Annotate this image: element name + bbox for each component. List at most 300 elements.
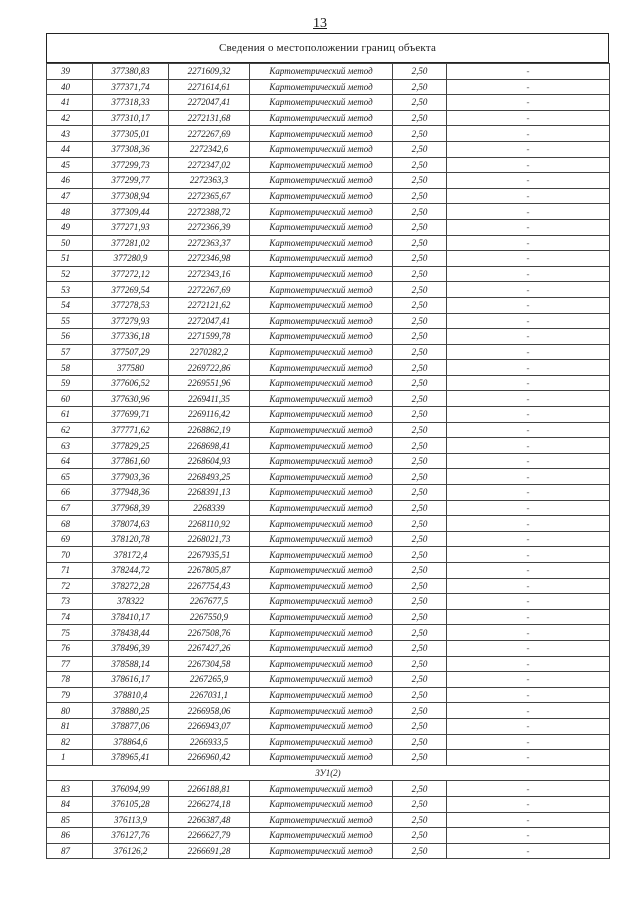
method-cell: Картометрический метод [250, 796, 393, 812]
accuracy-cell: 2,50 [393, 718, 447, 734]
y-coordinate-cell: 2267754,43 [169, 578, 250, 594]
page-number: 13 [313, 16, 327, 31]
point-number-cell: 70 [47, 547, 93, 563]
table-row [47, 594, 610, 610]
y-coordinate-cell: 2272047,41 [169, 313, 250, 329]
y-coordinate-cell: 2270282,2 [169, 344, 250, 360]
point-number-cell: 57 [47, 344, 93, 360]
y-coordinate-cell: 2269116,42 [169, 407, 250, 423]
y-coordinate-cell: 2268493,25 [169, 469, 250, 485]
table-row [47, 157, 610, 173]
description-cell: - [447, 703, 610, 719]
description-cell: - [447, 485, 610, 501]
table-row [47, 578, 610, 594]
method-cell: Картометрический метод [250, 157, 393, 173]
y-coordinate-cell: 2272343,16 [169, 266, 250, 282]
point-number-cell: 76 [47, 640, 93, 656]
x-coordinate-cell: 377829,25 [93, 438, 169, 454]
accuracy-cell: 2,50 [393, 219, 447, 235]
table-row [47, 313, 610, 329]
point-number-cell: 84 [47, 796, 93, 812]
table-row [47, 656, 610, 672]
table-row [47, 407, 610, 423]
x-coordinate-cell: 378410,17 [93, 609, 169, 625]
y-coordinate-cell: 2266188,81 [169, 781, 250, 797]
y-coordinate-cell: 2266943,07 [169, 718, 250, 734]
y-coordinate-cell: 2267935,51 [169, 547, 250, 563]
table-row [47, 173, 610, 189]
x-coordinate-cell: 378074,63 [93, 516, 169, 532]
y-coordinate-cell: 2268110,92 [169, 516, 250, 532]
table-row [47, 703, 610, 719]
method-cell: Картометрический метод [250, 485, 393, 501]
table-row [47, 718, 610, 734]
x-coordinate-cell: 377699,71 [93, 407, 169, 423]
table-row [47, 126, 610, 142]
subsection-label: ЗУ1(2) [47, 765, 610, 781]
description-cell: - [447, 126, 610, 142]
y-coordinate-cell: 2269411,35 [169, 391, 250, 407]
method-cell: Картометрический метод [250, 781, 393, 797]
table-row [47, 110, 610, 126]
point-number-cell: 69 [47, 531, 93, 547]
point-number-cell: 45 [47, 157, 93, 173]
description-cell: - [447, 656, 610, 672]
table-row [47, 828, 610, 844]
description-cell: - [447, 79, 610, 95]
table-row [47, 422, 610, 438]
table-row [47, 235, 610, 251]
x-coordinate-cell: 376113,9 [93, 812, 169, 828]
x-coordinate-cell: 377507,29 [93, 344, 169, 360]
accuracy-cell: 2,50 [393, 547, 447, 563]
table-row [47, 438, 610, 454]
method-cell: Картометрический метод [250, 360, 393, 376]
y-coordinate-cell: 2266691,28 [169, 843, 250, 859]
x-coordinate-cell: 377371,74 [93, 79, 169, 95]
description-cell: - [447, 812, 610, 828]
table-row [47, 781, 610, 797]
description-cell: - [447, 640, 610, 656]
point-number-cell: 53 [47, 282, 93, 298]
y-coordinate-cell: 2267508,76 [169, 625, 250, 641]
point-number-cell: 39 [47, 64, 93, 80]
accuracy-cell: 2,50 [393, 188, 447, 204]
point-number-cell: 51 [47, 251, 93, 267]
x-coordinate-cell: 377903,36 [93, 469, 169, 485]
point-number-cell: 50 [47, 235, 93, 251]
method-cell: Картометрический метод [250, 547, 393, 563]
method-cell: Картометрический метод [250, 438, 393, 454]
y-coordinate-cell: 2272267,69 [169, 282, 250, 298]
description-cell: - [447, 796, 610, 812]
table-row [47, 640, 610, 656]
point-number-cell: 62 [47, 422, 93, 438]
description-cell: - [447, 141, 610, 157]
x-coordinate-cell: 377310,17 [93, 110, 169, 126]
accuracy-cell: 2,50 [393, 656, 447, 672]
accuracy-cell: 2,50 [393, 204, 447, 220]
description-cell: - [447, 547, 610, 563]
method-cell: Картометрический метод [250, 188, 393, 204]
x-coordinate-cell: 377336,18 [93, 329, 169, 345]
table-row [47, 625, 610, 641]
method-cell: Картометрический метод [250, 469, 393, 485]
description-cell: - [447, 563, 610, 579]
point-number-cell: 54 [47, 297, 93, 313]
x-coordinate-cell: 377380,83 [93, 64, 169, 80]
description-cell: - [447, 391, 610, 407]
method-cell: Картометрический метод [250, 640, 393, 656]
point-number-cell: 73 [47, 594, 93, 610]
x-coordinate-cell: 377968,39 [93, 500, 169, 516]
table-row [47, 750, 610, 766]
y-coordinate-cell: 2267805,87 [169, 563, 250, 579]
description-cell: - [447, 578, 610, 594]
table-row [47, 95, 610, 111]
point-number-cell: 63 [47, 438, 93, 454]
description-cell: - [447, 407, 610, 423]
y-coordinate-cell: 2268391,13 [169, 485, 250, 501]
description-cell: - [447, 282, 610, 298]
table-row [47, 812, 610, 828]
x-coordinate-cell: 377309,44 [93, 204, 169, 220]
method-cell: Картометрический метод [250, 297, 393, 313]
x-coordinate-cell: 377771,62 [93, 422, 169, 438]
description-cell: - [447, 422, 610, 438]
description-cell: - [447, 687, 610, 703]
point-number-cell: 81 [47, 718, 93, 734]
description-cell: - [447, 781, 610, 797]
x-coordinate-cell: 376105,28 [93, 796, 169, 812]
method-cell: Картометрический метод [250, 64, 393, 80]
method-cell: Картометрический метод [250, 687, 393, 703]
accuracy-cell: 2,50 [393, 609, 447, 625]
description-cell: - [447, 438, 610, 454]
accuracy-cell: 2,50 [393, 110, 447, 126]
x-coordinate-cell: 378810,4 [93, 687, 169, 703]
description-cell: - [447, 204, 610, 220]
point-number-cell: 40 [47, 79, 93, 95]
y-coordinate-cell: 2272047,41 [169, 95, 250, 111]
point-number-cell: 68 [47, 516, 93, 532]
accuracy-cell: 2,50 [393, 360, 447, 376]
y-coordinate-cell: 2272363,37 [169, 235, 250, 251]
table-row [47, 609, 610, 625]
point-number-cell: 42 [47, 110, 93, 126]
x-coordinate-cell: 378880,25 [93, 703, 169, 719]
method-cell: Картометрический метод [250, 251, 393, 267]
x-coordinate-cell: 378588,14 [93, 656, 169, 672]
method-cell: Картометрический метод [250, 126, 393, 142]
description-cell: - [447, 64, 610, 80]
point-number-cell: 59 [47, 375, 93, 391]
point-number-cell: 47 [47, 188, 93, 204]
accuracy-cell: 2,50 [393, 173, 447, 189]
method-cell: Картометрический метод [250, 812, 393, 828]
point-number-cell: 58 [47, 360, 93, 376]
x-coordinate-cell: 377861,60 [93, 453, 169, 469]
y-coordinate-cell: 2266274,18 [169, 796, 250, 812]
accuracy-cell: 2,50 [393, 500, 447, 516]
point-number-cell: 65 [47, 469, 93, 485]
y-coordinate-cell: 2272347,02 [169, 157, 250, 173]
table-row [47, 375, 610, 391]
x-coordinate-cell: 376126,2 [93, 843, 169, 859]
table-row [47, 266, 610, 282]
accuracy-cell: 2,50 [393, 391, 447, 407]
y-coordinate-cell: 2266933,5 [169, 734, 250, 750]
description-cell: - [447, 375, 610, 391]
table-row [47, 251, 610, 267]
x-coordinate-cell: 377278,53 [93, 297, 169, 313]
x-coordinate-cell: 376094,99 [93, 781, 169, 797]
y-coordinate-cell: 2272131,68 [169, 110, 250, 126]
point-number-cell: 52 [47, 266, 93, 282]
table-row [47, 796, 610, 812]
description-cell: - [447, 235, 610, 251]
x-coordinate-cell: 378965,41 [93, 750, 169, 766]
description-cell: - [447, 843, 610, 859]
description-cell: - [447, 750, 610, 766]
description-cell: - [447, 251, 610, 267]
point-number-cell: 77 [47, 656, 93, 672]
x-coordinate-cell: 377281,02 [93, 235, 169, 251]
point-number-cell: 67 [47, 500, 93, 516]
table-row [47, 516, 610, 532]
method-cell: Картометрический метод [250, 609, 393, 625]
y-coordinate-cell: 2272267,69 [169, 126, 250, 142]
table-row [47, 672, 610, 688]
accuracy-cell: 2,50 [393, 438, 447, 454]
y-coordinate-cell: 2272366,39 [169, 219, 250, 235]
x-coordinate-cell: 378172,4 [93, 547, 169, 563]
table-row [47, 500, 610, 516]
table-row [47, 531, 610, 547]
accuracy-cell: 2,50 [393, 578, 447, 594]
table-row [47, 547, 610, 563]
description-cell: - [447, 516, 610, 532]
accuracy-cell: 2,50 [393, 79, 447, 95]
table-row [47, 563, 610, 579]
point-number-cell: 85 [47, 812, 93, 828]
point-number-cell: 86 [47, 828, 93, 844]
accuracy-cell: 2,50 [393, 141, 447, 157]
accuracy-cell: 2,50 [393, 750, 447, 766]
accuracy-cell: 2,50 [393, 828, 447, 844]
table-row [47, 687, 610, 703]
point-number-cell: 78 [47, 672, 93, 688]
point-number-cell: 79 [47, 687, 93, 703]
x-coordinate-cell: 377305,01 [93, 126, 169, 142]
accuracy-cell: 2,50 [393, 329, 447, 345]
x-coordinate-cell: 378496,39 [93, 640, 169, 656]
y-coordinate-cell: 2271614,61 [169, 79, 250, 95]
y-coordinate-cell: 2266387,48 [169, 812, 250, 828]
method-cell: Картометрический метод [250, 453, 393, 469]
y-coordinate-cell: 2269722,86 [169, 360, 250, 376]
description-cell: - [447, 531, 610, 547]
x-coordinate-cell: 376127,76 [93, 828, 169, 844]
x-coordinate-cell: 377606,52 [93, 375, 169, 391]
x-coordinate-cell: 377948,36 [93, 485, 169, 501]
y-coordinate-cell: 2267427,26 [169, 640, 250, 656]
method-cell: Картометрический метод [250, 313, 393, 329]
point-number-cell: 1 [47, 750, 93, 766]
accuracy-cell: 2,50 [393, 625, 447, 641]
table-row [47, 297, 610, 313]
description-cell: - [447, 500, 610, 516]
method-cell: Картометрический метод [250, 282, 393, 298]
accuracy-cell: 2,50 [393, 796, 447, 812]
x-coordinate-cell: 378272,28 [93, 578, 169, 594]
description-cell: - [447, 609, 610, 625]
table-row [47, 734, 610, 750]
y-coordinate-cell: 2267677,5 [169, 594, 250, 610]
coordinates-table-body [47, 64, 610, 859]
description-cell: - [447, 157, 610, 173]
x-coordinate-cell: 378322 [93, 594, 169, 610]
method-cell: Картометрический метод [250, 95, 393, 111]
accuracy-cell: 2,50 [393, 375, 447, 391]
accuracy-cell: 2,50 [393, 453, 447, 469]
x-coordinate-cell: 377299,73 [93, 157, 169, 173]
point-number-cell: 46 [47, 173, 93, 189]
description-cell: - [447, 453, 610, 469]
table-row [47, 329, 610, 345]
description-cell: - [447, 188, 610, 204]
y-coordinate-cell: 2272121,62 [169, 297, 250, 313]
description-cell: - [447, 297, 610, 313]
x-coordinate-cell: 378864,6 [93, 734, 169, 750]
method-cell: Картометрический метод [250, 173, 393, 189]
method-cell: Картометрический метод [250, 329, 393, 345]
subsection-row [47, 765, 610, 781]
boundary-sheet [46, 33, 609, 859]
method-cell: Картометрический метод [250, 531, 393, 547]
accuracy-cell: 2,50 [393, 687, 447, 703]
description-cell: - [447, 219, 610, 235]
method-cell: Картометрический метод [250, 141, 393, 157]
y-coordinate-cell: 2268698,41 [169, 438, 250, 454]
point-number-cell: 71 [47, 563, 93, 579]
y-coordinate-cell: 2267265,9 [169, 672, 250, 688]
coordinates-table [46, 63, 610, 859]
method-cell: Картометрический метод [250, 656, 393, 672]
table-row [47, 79, 610, 95]
y-coordinate-cell: 2268021,73 [169, 531, 250, 547]
description-cell: - [447, 734, 610, 750]
x-coordinate-cell: 378616,17 [93, 672, 169, 688]
accuracy-cell: 2,50 [393, 407, 447, 423]
y-coordinate-cell: 2269551,96 [169, 375, 250, 391]
method-cell: Картометрический метод [250, 828, 393, 844]
x-coordinate-cell: 378438,44 [93, 625, 169, 641]
accuracy-cell: 2,50 [393, 126, 447, 142]
accuracy-cell: 2,50 [393, 422, 447, 438]
accuracy-cell: 2,50 [393, 640, 447, 656]
point-number-cell: 74 [47, 609, 93, 625]
table-row [47, 282, 610, 298]
y-coordinate-cell: 2272363,3 [169, 173, 250, 189]
accuracy-cell: 2,50 [393, 469, 447, 485]
accuracy-cell: 2,50 [393, 531, 447, 547]
point-number-cell: 80 [47, 703, 93, 719]
method-cell: Картометрический метод [250, 718, 393, 734]
y-coordinate-cell: 2272346,98 [169, 251, 250, 267]
method-cell: Картометрический метод [250, 625, 393, 641]
y-coordinate-cell: 2272342,6 [169, 141, 250, 157]
table-row [47, 204, 610, 220]
description-cell: - [447, 329, 610, 345]
table-row [47, 453, 610, 469]
method-cell: Картометрический метод [250, 500, 393, 516]
method-cell: Картометрический метод [250, 79, 393, 95]
point-number-cell: 60 [47, 391, 93, 407]
point-number-cell: 83 [47, 781, 93, 797]
x-coordinate-cell: 377308,94 [93, 188, 169, 204]
method-cell: Картометрический метод [250, 422, 393, 438]
method-cell: Картометрический метод [250, 110, 393, 126]
method-cell: Картометрический метод [250, 703, 393, 719]
x-coordinate-cell: 377280,9 [93, 251, 169, 267]
point-number-cell: 55 [47, 313, 93, 329]
accuracy-cell: 2,50 [393, 734, 447, 750]
table-row [47, 391, 610, 407]
point-number-cell: 87 [47, 843, 93, 859]
accuracy-cell: 2,50 [393, 812, 447, 828]
x-coordinate-cell: 377269,54 [93, 282, 169, 298]
method-cell: Картометрический метод [250, 391, 393, 407]
accuracy-cell: 2,50 [393, 563, 447, 579]
accuracy-cell: 2,50 [393, 157, 447, 173]
table-row [47, 64, 610, 80]
x-coordinate-cell: 378244,72 [93, 563, 169, 579]
description-cell: - [447, 344, 610, 360]
description-cell: - [447, 828, 610, 844]
accuracy-cell: 2,50 [393, 672, 447, 688]
y-coordinate-cell: 2267031,1 [169, 687, 250, 703]
x-coordinate-cell: 378120,78 [93, 531, 169, 547]
description-cell: - [447, 266, 610, 282]
table-row [47, 360, 610, 376]
accuracy-cell: 2,50 [393, 703, 447, 719]
method-cell: Картометрический метод [250, 563, 393, 579]
accuracy-cell: 2,50 [393, 313, 447, 329]
description-cell: - [447, 110, 610, 126]
x-coordinate-cell: 377299,77 [93, 173, 169, 189]
description-cell: - [447, 95, 610, 111]
x-coordinate-cell: 377308,36 [93, 141, 169, 157]
x-coordinate-cell: 377630,96 [93, 391, 169, 407]
accuracy-cell: 2,50 [393, 266, 447, 282]
x-coordinate-cell: 377580 [93, 360, 169, 376]
point-number-cell: 72 [47, 578, 93, 594]
point-number-cell: 64 [47, 453, 93, 469]
table-row [47, 188, 610, 204]
accuracy-cell: 2,50 [393, 297, 447, 313]
method-cell: Картометрический метод [250, 375, 393, 391]
point-number-cell: 41 [47, 95, 93, 111]
accuracy-cell: 2,50 [393, 843, 447, 859]
method-cell: Картометрический метод [250, 344, 393, 360]
method-cell: Картометрический метод [250, 516, 393, 532]
method-cell: Картометрический метод [250, 578, 393, 594]
y-coordinate-cell: 2272388,72 [169, 204, 250, 220]
accuracy-cell: 2,50 [393, 485, 447, 501]
y-coordinate-cell: 2268604,93 [169, 453, 250, 469]
accuracy-cell: 2,50 [393, 64, 447, 80]
